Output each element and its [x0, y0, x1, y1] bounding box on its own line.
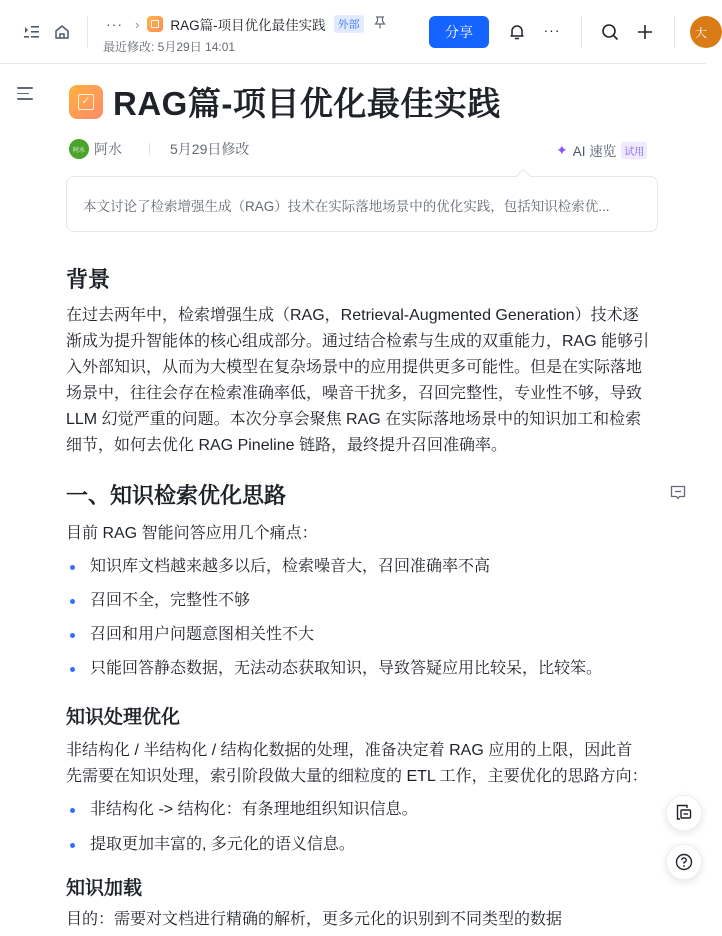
outline-toggle-icon[interactable] — [17, 87, 35, 103]
sparkle-icon: ✦ — [556, 141, 568, 158]
heading-background: 背景 — [66, 267, 111, 292]
divider — [149, 143, 150, 155]
plus-icon[interactable] — [635, 22, 655, 42]
breadcrumb — [106, 13, 386, 35]
heading-knowledge-processing: 知识处理优化 — [66, 707, 181, 728]
author-name[interactable]: 阿水 — [94, 141, 122, 157]
ai-summary-card[interactable]: 本文讨论了检索增强生成（RAG）技术在实际落地场景中的优化实践，包括知识检索优... — [66, 176, 658, 232]
breadcrumb-more-button[interactable]: ··· — [106, 16, 123, 32]
paragraph-line: 非结构化 / 半结构化 / 结构化数据的处理，准备决定着 RAG 应用的上限，因此首 — [66, 742, 633, 759]
ai-quick-view-button[interactable] — [556, 140, 647, 160]
list-item: 非结构化 -> 结构化：有条理地组织知识信息。 — [66, 799, 418, 821]
list-item: 知识库文档越来越多以后，检索噪音大，召回准确率不高 — [66, 556, 490, 578]
list-item: 只能回答静态数据，无法动态获取知识，导致答疑应用比较呆，比较笨。 — [66, 658, 602, 680]
breadcrumb-doc-title[interactable]: RAG篇-项目优化最佳实践 — [170, 18, 326, 33]
list-item: 提取更加丰富的, 多元化的语义信息。 — [66, 834, 355, 856]
trial-badge: 试用 — [621, 142, 647, 159]
doc-icon — [147, 16, 163, 32]
help-button[interactable] — [666, 844, 702, 880]
paragraph-line: 场景中，往往会存在检索准确率低，噪音干扰多，召回完整性，专业性不够，导致 — [66, 385, 643, 402]
doc-checkbox-icon[interactable]: ✓ — [69, 85, 103, 119]
pin-icon[interactable] — [374, 16, 386, 32]
more-button[interactable]: ··· — [543, 22, 561, 38]
page-title: RAG篇-项目优化最佳实践 — [113, 85, 501, 122]
paragraph-line: 入外部知识，从而为大模型在复杂场景中的应用提供更多可能性。但是在实际落地 — [66, 359, 643, 376]
title-row — [69, 78, 501, 125]
list-item: 召回和用户问题意图相关性不大 — [66, 624, 314, 646]
user-avatar[interactable]: 大 — [690, 16, 722, 48]
paragraph-line: LLM 幻觉严重的问题。本次分享会聚焦 RAG 在实际落地场景中的知识加工和检索 — [66, 411, 642, 428]
section-intro: 目前 RAG 智能问答应用几个痛点： — [66, 525, 318, 542]
paragraph-line: 先需要在知识处理，索引阶段做大量的细粒度的 ETL 工作，主要优化的思路方向： — [66, 768, 648, 785]
paragraph-line-partial: 目的：需要对文档进行精确的解析，更多元化的识别到不同类型的数据 — [66, 911, 563, 928]
chevron-right-icon: › — [135, 16, 140, 32]
heading-knowledge-loading: 知识加载 — [66, 878, 143, 899]
paragraph-line: 渐成为提升智能体的核心组成部分。通过结合检索与生成的双重能力，RAG 能够引 — [66, 333, 650, 350]
modified-date: 5月29日修改 — [170, 141, 250, 157]
ai-quick-view-label: AI 速览 — [572, 144, 617, 159]
paragraph-line: 在过去两年中，检索增强生成（RAG，Retrieval-Augmented Generation）技术逐 — [66, 307, 639, 324]
search-icon[interactable] — [600, 22, 620, 42]
divider — [674, 16, 675, 48]
paragraph-line: 细节，如何去优化 RAG Pineline 链路，最终提升召回准确率。 — [66, 437, 507, 454]
heading-section-1: 一、知识检索优化思路 — [66, 483, 287, 508]
comment-icon[interactable] — [670, 485, 686, 500]
divider — [87, 16, 88, 48]
external-badge: 外部 — [334, 15, 364, 33]
last-modified: 最近修改: 5月29日 14:01 — [103, 40, 236, 54]
list-item: 召回不全，完整性不够 — [66, 590, 250, 612]
author-avatar[interactable]: 阿水 — [69, 139, 89, 159]
share-button[interactable]: 分享 — [429, 16, 489, 48]
top-bar — [0, 0, 706, 64]
sidebar-expand-icon[interactable] — [22, 22, 42, 42]
doc-comments-button[interactable] — [666, 795, 702, 831]
bell-icon[interactable] — [507, 22, 527, 42]
divider — [581, 16, 582, 48]
doc-meta — [69, 139, 249, 159]
home-icon[interactable] — [52, 22, 72, 42]
